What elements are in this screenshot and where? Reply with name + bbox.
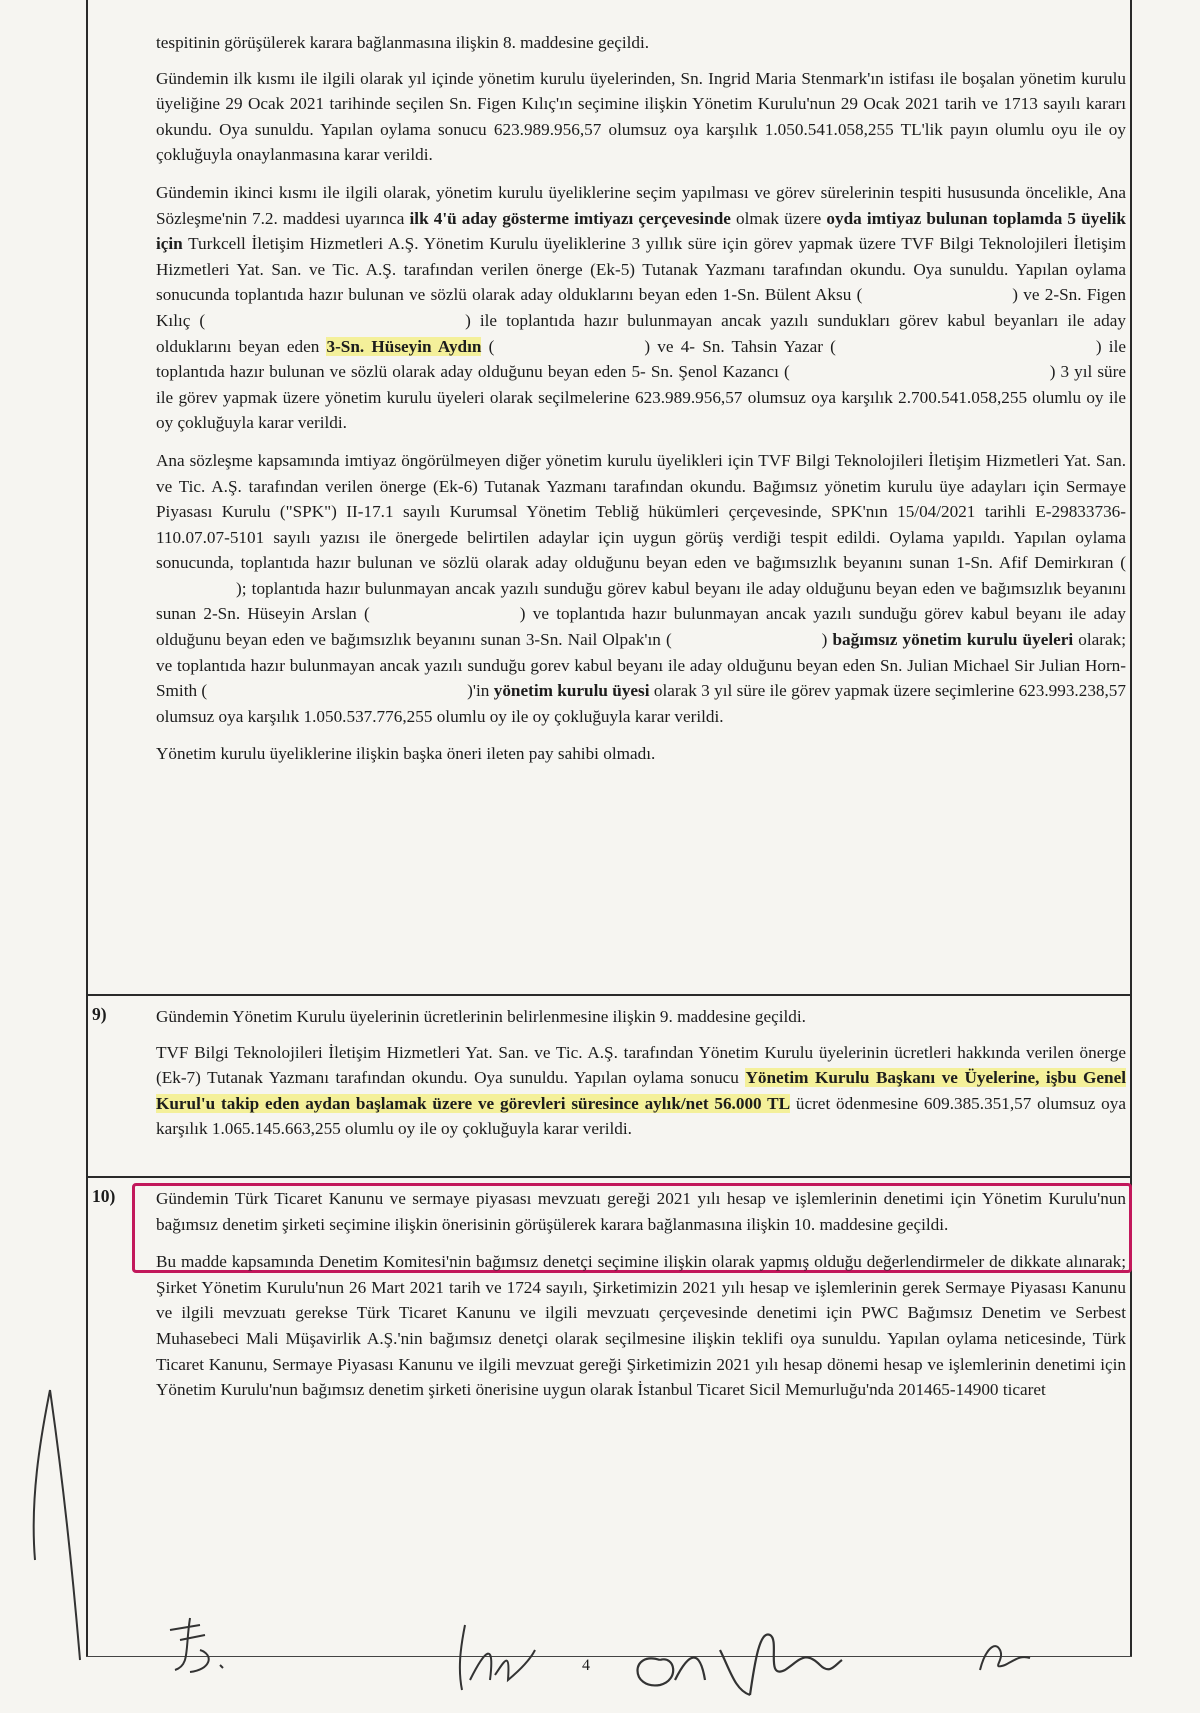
item-10 — [156, 1186, 1126, 1403]
signature-mark-left — [10, 1380, 90, 1680]
item-9-heading: Gündemin Yönetim Kurulu üyelerinin ücretlerinin belirlenmesine ilişkin 9. maddesine geçildi. — [156, 1007, 806, 1026]
item-10-heading: Gündemin Türk Ticaret Kanunu ve sermaye piyasası mevzuatı gereği 2021 yılı hesap ve işlemlerinin denetimi için Yönetim Kurulu'nun bağımsız denetim şirketi seçimine ilişkin önerisinin görüşülerek karara bağlanmasına ilişkin 10. maddesine geçildi. — [156, 1189, 1126, 1234]
item-10-number: 10) — [92, 1186, 116, 1206]
item-9-number: 9) — [92, 1004, 107, 1024]
signature-1 — [160, 1610, 240, 1680]
intro-line: tespitinin görüşülerek karara bağlanmasına ilişkin 8. maddesine geçildi. — [156, 33, 650, 52]
signature-3 — [620, 1610, 850, 1705]
section-8-continuation — [156, 30, 1126, 767]
item-9 — [156, 1004, 1126, 1142]
item-9-body: TVF Bilgi Teknolojileri İletişim Hizmetleri Yat. San. ve Tic. A.Ş. tarafından Yönetim Kurulu üyelerinin ücretleri hakkında verilen önerge (Ek-7) Tutanak Yazmanı tarafından okundu. Oya sunuldu. Yapılan oylama sonucu Yönetim Kurulu Başkanı ve Üyelerine, işbu Genel Kurul'u takip eden aydan başlamak üzere ve görevleri süresince aylık/net 56.000 TL ücret ödenmesine 609.385.351,57 olumsuz oya karşılık 1.065.145.663,255 olumlu oy ile oy çokluğuyla karar verildi. — [156, 1042, 1126, 1139]
item-10-body: Bu madde kapsamında Denetim Komitesi'nin bağımsız denetçi seçimine ilişkin olarak yapmış olduğu değerlendirmeler de dikkate alınarak; Şirket Yönetim Kurulu'nun 26 Mart 2021 tarih ve 1724 sayılı, Şirketimizin 2021 yılı hesap ve işlemlerinin gerek Sermaye Piyasası Kanunu ve ilgili mevzuatı gerekse Türk Ticaret Kanunu ve ilgili mevzuatı çerçevesinde denetimi için PWC Bağımsız Denetim ve Serbest Muhasebeci Mali Müşavirlik A.Ş.'nin bağımsız denetçi olarak seçilmesine ilişkin teklifi oya sunuldu. Yapılan oylama neticesinde, Türk Ticaret Kanunu, Sermaye Piyasası Kanunu ve ilgili mevzuat gereği Şirketimizin 2021 yılı hesap dönemi hesap ve işlemlerinin denetimi için Yönetim Kurulu'nun bağımsız denetim şirketi önerisine uygun olarak İstanbul Ticaret Sicil Memurluğu'nda 201465-14900 ticaret — [156, 1252, 1126, 1400]
paragraph-3: Ana sözleşme kapsamında imtiyaz öngörülmeyen diğer yönetim kurulu üyelikleri için TVF Bilgi Teknolojileri İletişim Hizmetleri Yat. San. ve Tic. A.Ş. tarafından verilen önerge (Ek-6) Tutanak Yazmanı tarafından okundu. Bağımsız yönetim kurulu üye adayları için Sermaye Piyasası Kurulu ("SPK") II-17.1 sayılı Kurumsal Yönetim Tebliğ hükümleri çerçevesinde, SPK'nın 15/04/2021 tarihli E-29833736-110.07.07-5101 sayılı yazısı ile önergede belirtilen adaylar için uygun görüş verdiği tespit edildi. Oylama yapıldı. Yapılan oylama sonucunda, toplantıda hazır bulunan ve sözlü olarak aday olduğunu beyan eden ve bağımsızlık beyanını sunan 1-Sn. Afif Demirkıran (); toplantıda hazır bulunmayan ancak yazılı sunduğu görev kabul beyanı ile aday olduğunu beyan eden ve bağımsızlık beyanını sunan 2-Sn. Hüseyin Arslan ( ) ve toplantıda hazır bulunmayan ancak yazılı sunduğu görev kabul beyanı ile aday olduğunu beyan eden ve bağımsızlık beyanını sunan 3-Sn. Nail Olpak'ın ( ) bağımsız yönetim kurulu üyeleri olarak; ve toplantıda hazır bulunmayan ancak yazılı sunduğu gorev kabul beyanı ile aday olduğunu beyan eden Sn. Julian Michael Sir Julian Horn-Smith ( )'in yönetim kurulu üyesi olarak 3 yıl süre ile görev yapmak üzere seçimlerine 623.993.238,57 olumsuz oya karşılık 1.050.537.776,255 olumlu oy ile oy çokluğuyla karar verildi. — [156, 450, 1126, 726]
signature-4 — [970, 1630, 1040, 1680]
signature-2 — [450, 1620, 540, 1695]
paragraph-1: Gündemin ilk kısmı ile ilgili olarak yıl içinde yönetim kurulu üyelerinden, Sn. Ingrid Maria Stenmark'ın istifası ile boşalan yönetim kurulu üyeliğine 29 Ocak 2021 tarihinde seçilen Sn. Figen Kılıç'ın seçimine ilişkin Yönetim Kurulu'nun 29 Ocak 2021 tarih ve 1713 sayılı kararı okundu. Oya sunuldu. Yapılan oylama sonucu 623.989.956,57 olumsuz oya karşılık 1.050.541.058,255 TL'lik payın olumlu oyu ile oy çokluğuyla onaylanmasına karar verildi. — [156, 68, 1126, 165]
paragraph-4: Yönetim kurulu üyeliklerine ilişkin başka öneri ileten pay sahibi olmadı. — [156, 744, 656, 764]
paragraph-2: Gündemin ikinci kısmı ile ilgili olarak, yönetim kurulu üyeliklerine seçim yapılması ve görev sürelerinin tespiti hususunda öncelikle, Ana Sözleşme'nin 7.2. maddesi uyarınca ilk 4'ü aday gösterme imtiyazı çerçevesinde olmak üzere oyda imtiyaz bulunan toplamda 5 üyelik için Turkcell İletişim Hizmetleri A.Ş. Yönetim Kurulu üyeliklerine 3 yıllık süre için görev yapmak üzere TVF Bilgi Teknolojileri İletişim Hizmetleri Yat. San. ve Tic. A.Ş. tarafından verilen önerge (Ek-5) Tutanak Yazmanı tarafından okundu. Oya sunuldu. Yapılan oylama sonucunda toplantıda hazır bulunan ve sözlü olarak aday olduklarını beyan eden 1-Sn. Bülent Aksu ( ) ve 2-Sn. Figen Kılıç ( ) ile toplantıda hazır bulunmayan ancak yazılı sundukları görev kabul beyanları ile aday olduklarını beyan eden 3-Sn. Hüseyin Aydın ( ) ve 4- Sn. Tahsin Yazar ( ) ile toplantıda hazır bulunan ve sözlü olarak aday olduğunu beyan eden 5- Sn. Şenol Kazancı ( ) 3 yıl süre ile görev yapmak üzere yönetim kurulu üyeleri olarak seçilmelerine 623.989.956,57 olumsuz oya karşılık 2.700.541.058,255 olumlu oy ile oy çokluğuyla karar verildi. — [156, 182, 1126, 433]
page-number: 4 — [582, 1657, 590, 1674]
section-divider — [86, 1176, 1132, 1178]
section-divider — [86, 994, 1132, 996]
